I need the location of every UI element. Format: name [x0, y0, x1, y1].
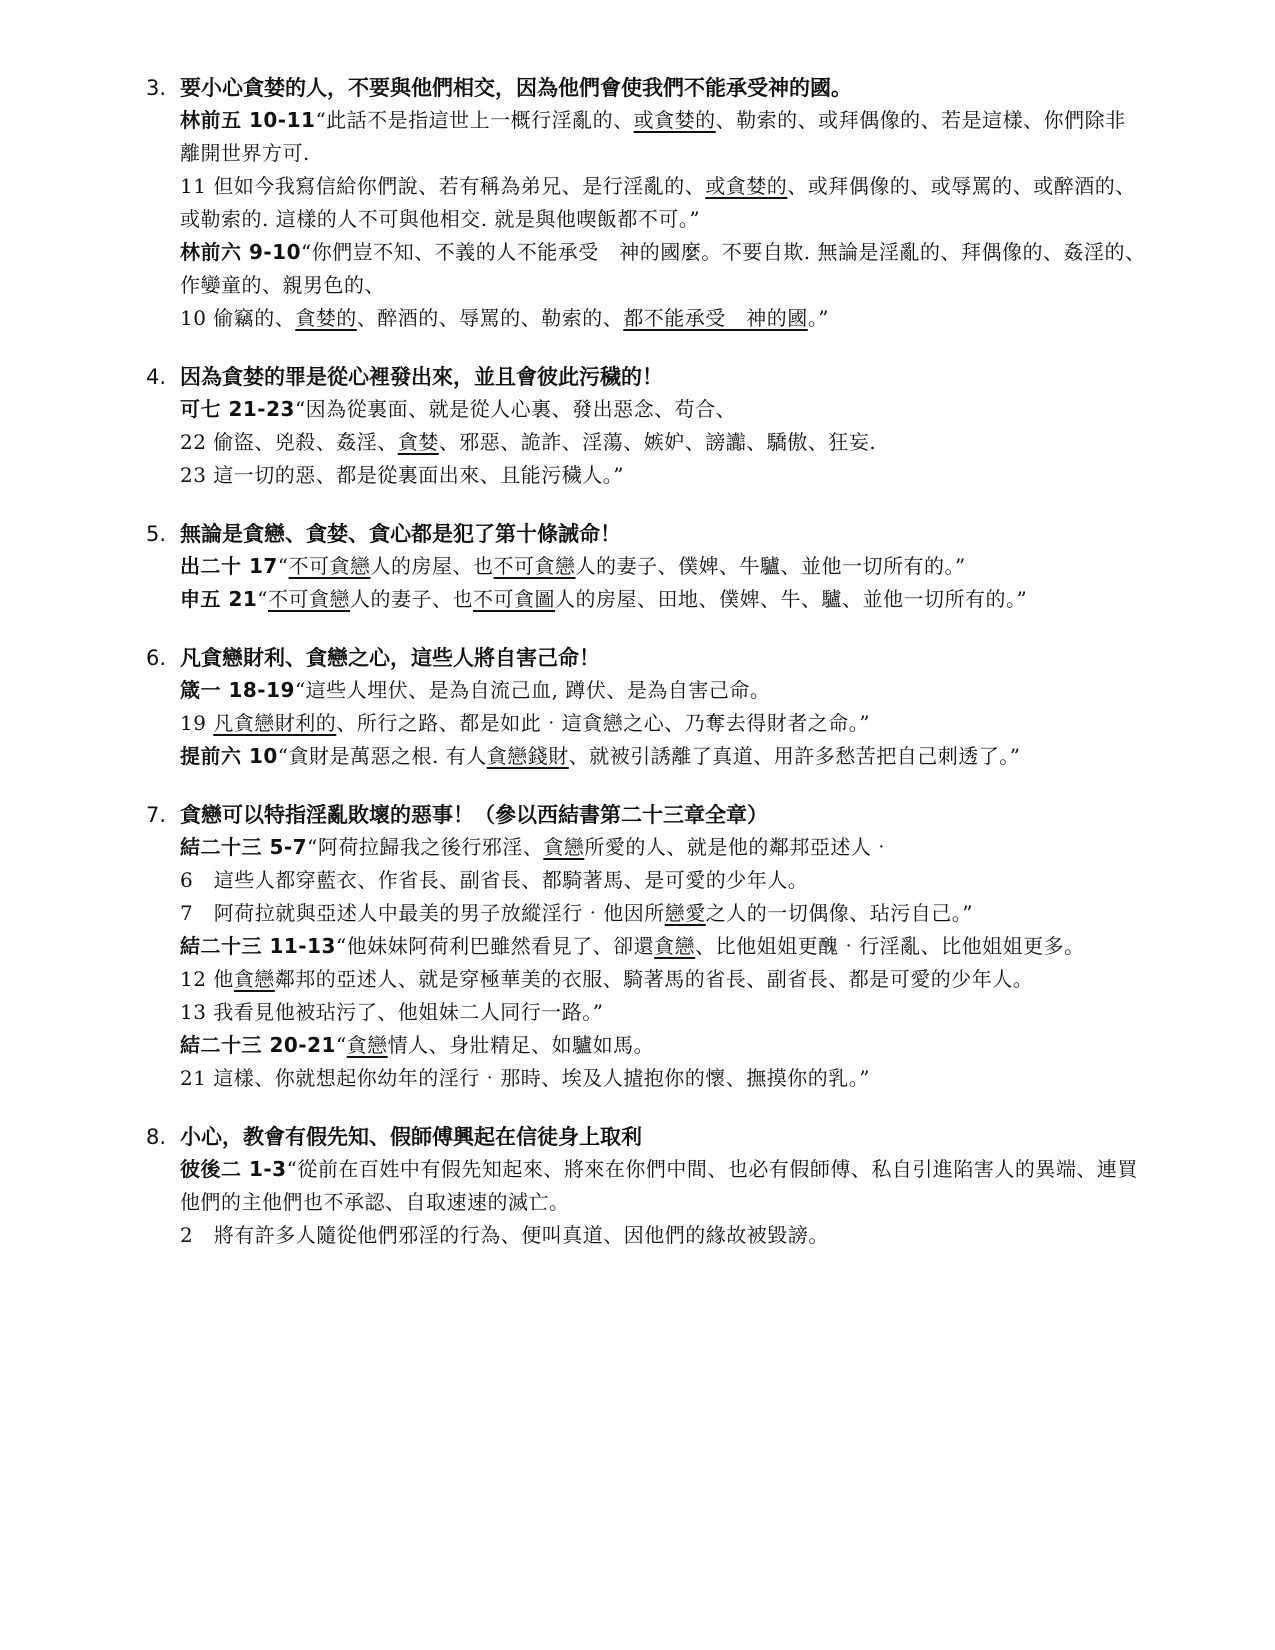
- scripture-reference: 彼後二 1-3: [180, 1157, 287, 1181]
- section-body: [146, 550, 1146, 616]
- scripture-reference: 林前六 9-10: [180, 240, 302, 264]
- section-body: [146, 831, 1146, 1095]
- underlined-text: 或貪婪的: [705, 174, 788, 198]
- verse-text: “這些人埋伏、是為自流己血, 蹲伏、是為自害己命。: [294, 678, 771, 702]
- verse-text: 12 他: [180, 967, 234, 991]
- underlined-text: 凡貪戀財利的: [213, 711, 337, 735]
- verse-line: [180, 1062, 1146, 1095]
- verse-text: 、勒索的、或拜偶像的、若是這樣、你們除非離開世界方可.: [180, 108, 1126, 165]
- heading-text: 凡貪戀財利、貪戀之心，這些人將自害己命！: [180, 646, 600, 670]
- scripture-reference: 結二十三 5-7: [180, 835, 308, 859]
- verse-line: [180, 583, 1146, 616]
- underlined-text: 或貪婪的: [633, 108, 716, 132]
- underlined-text: 貪戀: [346, 1033, 388, 1057]
- document-page: [146, 72, 1146, 1278]
- verse-line: [180, 104, 1146, 170]
- section-body: [146, 104, 1146, 335]
- section-heading: [146, 1121, 1146, 1153]
- verse-text: 23 這一切的惡、都是從裏面出來、且能污穢人。”: [180, 463, 625, 487]
- verse-line: [180, 170, 1146, 236]
- verse-line: [180, 963, 1146, 996]
- underlined-text: 貪戀: [654, 934, 696, 958]
- verse-text: “: [257, 587, 269, 611]
- verse-text: “貪財是萬惡之根. 有人: [277, 744, 487, 768]
- verse-text: 鄰邦的亞述人、就是穿極華美的衣服、騎著馬的省長、副省長、都是可愛的少年人。: [274, 967, 1034, 991]
- verse-text: “: [277, 554, 289, 578]
- scripture-reference: 結二十三 20-21: [180, 1033, 336, 1057]
- underlined-text: 貪婪: [397, 430, 439, 454]
- verse-line: [180, 740, 1146, 773]
- section-5: [146, 799, 1146, 1095]
- underlined-text: 不可貪戀: [268, 587, 351, 611]
- underlined-text: 戀愛: [664, 901, 706, 925]
- section-4: [146, 642, 1146, 773]
- verse-line: [180, 426, 1146, 459]
- section-heading: [146, 642, 1146, 674]
- underlined-text: 都不能承受 神的國: [623, 306, 808, 330]
- heading-text: 要小心貪婪的人，不要與他們相交，因為他們會使我們不能承受神的國。: [180, 76, 852, 100]
- verse-text: 7 阿荷拉就與亞述人中最美的男子放縱淫行‧他因所: [180, 901, 665, 925]
- section-body: [146, 1153, 1146, 1252]
- heading-text: 因為貪婪的罪是從心裡發出來，並且會彼此污穢的！: [180, 365, 663, 389]
- verse-text: 13 我看見他被玷污了、他姐妹二人同行一路。”: [180, 1000, 604, 1024]
- verse-text: 、就被引誘離了真道、用許多愁苦把自己刺透了。”: [568, 744, 1021, 768]
- verse-text: “此話不是指這世上一概行淫亂的、: [315, 108, 634, 132]
- section-heading: [146, 518, 1146, 550]
- verse-text: 。”: [807, 306, 830, 330]
- underlined-text: 不可貪戀: [493, 554, 576, 578]
- underlined-text: 不可貪戀: [288, 554, 371, 578]
- scripture-reference: 結二十三 11-13: [180, 934, 336, 958]
- verse-line: [180, 996, 1146, 1029]
- verse-text: 、比他姐姐更醜‧行淫亂、比他姐姐更多。: [695, 934, 1085, 958]
- section-heading: [146, 799, 1146, 831]
- verse-text: “從前在百姓中有假先知起來、將來在你們中間、也必有假師傅、私自引進陷害人的異端、連買他們的主他們也不承認、自取速速的滅亡。: [180, 1157, 1138, 1214]
- verse-text: 所愛的人、就是他的鄰邦亞述人‧: [584, 835, 892, 859]
- verse-text: 6 這些人都穿藍衣、作省長、副省長、都騎著馬、是可愛的少年人。: [180, 868, 809, 892]
- verse-text: “: [335, 1033, 347, 1057]
- verse-line: [180, 1153, 1146, 1219]
- verse-line: [180, 674, 1146, 707]
- scripture-reference: 箴一 18-19: [180, 678, 295, 702]
- verse-text: 人的妻子、僕婢、牛驢、並他一切所有的。”: [575, 554, 966, 578]
- scripture-reference: 可七 21-23: [180, 397, 295, 421]
- verse-text: 19: [180, 711, 214, 735]
- scripture-reference: 出二十 17: [180, 554, 278, 578]
- section-1: [146, 72, 1146, 335]
- verse-text: “阿荷拉歸我之後行邪淫、: [307, 835, 544, 859]
- section-number: 6.: [146, 646, 167, 670]
- verse-line: [180, 707, 1146, 740]
- underlined-text: 貪婪的: [295, 306, 357, 330]
- heading-text: 貪戀可以特指淫亂敗壞的惡事！（參以西結書第二十三章全章）: [180, 803, 768, 827]
- scripture-reference: 申五 21: [180, 587, 258, 611]
- verse-line: [180, 459, 1146, 492]
- section-2: [146, 361, 1146, 492]
- verse-line: [180, 897, 1146, 930]
- scripture-reference: 林前五 10-11: [180, 108, 316, 132]
- verse-text: “因為從裏面、就是從人心裏、發出惡念、苟合、: [294, 397, 737, 421]
- verse-text: 人的妻子、也: [350, 587, 474, 611]
- section-heading: [146, 72, 1146, 104]
- section-number: 4.: [146, 365, 167, 389]
- verse-text: 22 偷盜、兇殺、姦淫、: [180, 430, 398, 454]
- section-6: [146, 1121, 1146, 1252]
- section-number: 5.: [146, 522, 167, 546]
- verse-text: 11 但如今我寫信給你們說、若有稱為弟兄、是行淫亂的、: [180, 174, 706, 198]
- verse-line: [180, 302, 1146, 335]
- verse-text: 、所行之路、都是如此‧這貪戀之心、乃奪去得財者之命。”: [336, 711, 871, 735]
- heading-text: 無論是貪戀、貪婪、貪心都是犯了第十條誡命！: [180, 522, 621, 546]
- verse-line: [180, 831, 1146, 864]
- section-number: 3.: [146, 76, 167, 100]
- heading-text: 小心，教會有假先知、假師傅興起在信徒身上取利: [180, 1125, 642, 1149]
- verse-line: [180, 864, 1146, 897]
- verse-text: 10 偷竊的、: [180, 306, 296, 330]
- underlined-text: 不可貪圖: [473, 587, 556, 611]
- section-body: [146, 393, 1146, 492]
- verse-text: 人的房屋、也: [370, 554, 494, 578]
- section-3: [146, 518, 1146, 616]
- verse-text: “你們豈不知、不義的人不能承受 神的國麼。不要自欺. 無論是淫亂的、拜偶像的、姦淫的、作孌童的、親男色的、: [180, 240, 1146, 297]
- section-body: [146, 674, 1146, 773]
- underlined-text: 貪戀錢財: [486, 744, 569, 768]
- verse-text: 人的房屋、田地、僕婢、牛、驢、並他一切所有的。”: [555, 587, 1028, 611]
- section-number: 8.: [146, 1125, 167, 1149]
- verse-text: “他妹妹阿荷利巴雖然看見了、卻還: [335, 934, 655, 958]
- verse-text: 、邪惡、詭詐、淫蕩、嫉妒、謗讟、驕傲、狂妄.: [438, 430, 877, 454]
- verse-line: [180, 1219, 1146, 1252]
- verse-line: [180, 1029, 1146, 1062]
- verse-text: 情人、身壯精足、如驢如馬。: [387, 1033, 655, 1057]
- verse-line: [180, 236, 1146, 302]
- verse-line: [180, 393, 1146, 426]
- underlined-text: 貪戀: [233, 967, 275, 991]
- section-number: 7.: [146, 803, 167, 827]
- verse-text: 、或拜偶像的、或辱罵的、或醉酒的、或勒索的. 這樣的人不可與他相交. 就是與他喫飯都不可。”: [180, 174, 1136, 231]
- scripture-reference: 提前六 10: [180, 744, 278, 768]
- verse-text: 之人的一切偶像、玷污自己。”: [705, 901, 973, 925]
- verse-line: [180, 550, 1146, 583]
- verse-text: 、醉酒的、辱罵的、勒索的、: [356, 306, 624, 330]
- verse-text: 21 這樣、你就想起你幼年的淫行‧那時、埃及人摣抱你的懷、撫摸你的乳。”: [180, 1066, 871, 1090]
- verse-text: 2 將有許多人隨從他們邪淫的行為、便叫真道、因他們的緣故被毀謗。: [180, 1223, 829, 1247]
- section-heading: [146, 361, 1146, 393]
- verse-line: [180, 930, 1146, 963]
- underlined-text: 貪戀: [543, 835, 585, 859]
